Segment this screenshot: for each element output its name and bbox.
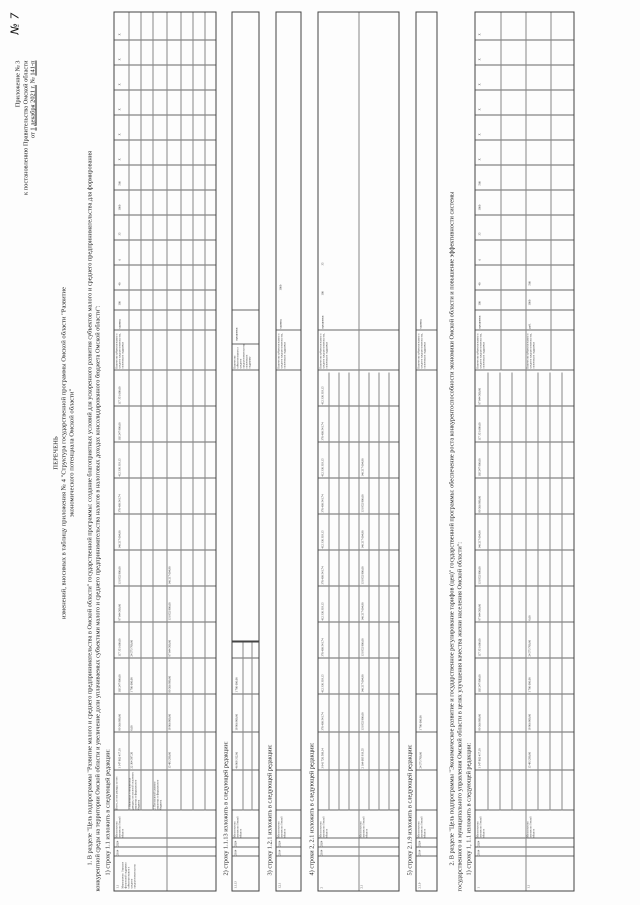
row-number: 1.1 bbox=[115, 884, 119, 888]
table-row-1-1-13-cont: Количество субъектов малого и среднего предпринимательства, получивших поддержку процентов bbox=[231, 11, 259, 641]
section-2-item-1: 1) строку 1, 1.1 изложить в следующей редакции: bbox=[465, 742, 472, 875]
section-1-item-2: 2) строку 1.1.13 изложить в следующей редакции: bbox=[222, 740, 229, 875]
section-2-intro: 2. В разделе "Цель подпрограммы "Экономическое развитие и государственное регулирование тарифов (цен)" государственной программы: обеспечение роста конкурентоспособности экономики Омской области и повышение эффективности системы bbox=[448, 191, 455, 865]
decree-month-year: декабря 2021 г. bbox=[29, 84, 37, 126]
section-1-intro: 1. В разделе "Цель подпрограммы "Развитие малого и среднего предпринимательства в Омской области" государственной программы: создание благоприятных условий для ускоренного развития субъектов малого и среднего предпринимательства для формирования bbox=[86, 150, 93, 865]
executor: Министерство экономики Омской области bbox=[115, 816, 124, 837]
title-line-3: экономического потенциала Омской области" bbox=[67, 388, 75, 517]
indicator-name: Количество субъектов малого и среднего предпринимательства, получивших поддержку bbox=[115, 332, 124, 368]
document-title bbox=[52, 0, 76, 905]
table-row-1-1-13: 1.1.13 2014 2024 Министерство экономики Омской области 46 908 312,06 18 906 800,00 1 700 000,00 bbox=[231, 641, 259, 891]
title-line-1: ПЕРЕЧЕНЬ bbox=[52, 435, 59, 470]
title-line-2: изменений, вносимых в таблицу приложения № 4 "Структура государственной программы Омской области "Развитие bbox=[59, 286, 67, 619]
section-2-intro-cont: государственного и муниципального управления Омской области в целях улучшения качества жизни населения Омской области": bbox=[456, 541, 463, 891]
table-rows-2-2-1: 2 2.1 2014 2024 Министерство экономики Омской области Министерство экономики Омской области 3 941 720 508,14 376 409 541,74 412 330 318,15 376 409 541,74 412 330 318,15 376 409 541,74 412 330 318,15 376 409 541,74 412 330 318,15 376 409 541,74 412 330 318,15 2 164 085 919,55 131 852 800,00 146 217 004,90 131 852 800,00 146 217 004,90 131 852 800,00 146 217 004,90 131 852 800,00 146 217 004,90 Количество субъектов малого и среднего предпринимательства, получивших поддержку процентов 100 35 bbox=[317, 11, 399, 891]
handwritten-page-mark: № 7 bbox=[8, 12, 21, 34]
decree-day: 1 bbox=[29, 126, 37, 131]
table-row-1-2-1: 1.2.1 2014 2024 Министерство экономики Омской области Количество субъектов малого и среднего предпринимательства, получивших поддержку единиц 1000 bbox=[275, 11, 301, 891]
table-row-1-1: 1.1 Мероприятие: Оказание финансовой поддержки субъектам малого и среднего предпринимательства 2014 2024 Министерство экономики Омской области Всего, из них расходы за счет: 1. Налоговых и неналоговых доходов, поступлений нецелевого характера из федерального бюджета 2. Поступлений целевого характера из федерального бюджета 1 147 862 417,19 89 566 980,00 105 247 900,00 117 351 600,00 97 044 500,00 131 852 800,00 146 217 004,90 376 409 541,74 412 330 318,15 105 247 900,00 117 351 600,00 22 304 587,20 0,00 1 700 000,00 24 573 700,00 15 483 290,00 18 906 800,00 89 566 980,00 97 044 500,00 131 852 800,00 146 217 004,90 Количество субъектов малого и среднего предпринимательства, получивших поддержку единиц 100 40 6 35 1000 560 X X X X X X bbox=[113, 11, 216, 891]
appendix-decree: к постановлению Правительства Омской области bbox=[21, 60, 29, 195]
table-rows-1-1-1: 1 1.1 2014 2024 Министерство экономики Омской области Министерство экономики Омской области 1 147 862 417,19 89 566 980,00 105 247 900,00 117 351 600,00 97 044 500,00 131 852 800,00 146 217 004,90 89 566 980,00 105 247 900,00 117 351 600,00 97 044 500,00 15 483 290,00 18 906 800,00 1 700 000,00 24 573 700,00 0,00 Количество субъектов малого и среднего предпринимательства, получивших поддержку Количество субъектов малого и среднего предпринимательства, получивших поддержку процентов руб. 100 40 6 35 1000 560 X X X X X X 1000 560 bbox=[474, 11, 574, 891]
appendix-number: Приложение № 3 bbox=[14, 60, 21, 107]
section-1-item-4: 4) строки 2, 2.1 изложить в следующей редакции: bbox=[308, 741, 315, 875]
section-1-item-5: 5) строку 2.1.9 изложить в следующей редакции: bbox=[406, 743, 413, 875]
section-1-item-3: 3) строку 1.2.1 изложить в следующей редакции: bbox=[266, 743, 273, 875]
section-1-intro-cont: конкурентной среды на территории Омской области и увеличение доли уплачиваемых субъектами малого и среднего предпринимательства налогов в налоговых доходах консолидированного бюджета Омской области": bbox=[94, 304, 101, 891]
table-row-2-1-9: 2.1.9 2014 2024 Министерство экономики Омской области 24 573 700,00 1 700 000,00 Количество субъектов малого и среднего предпринимательства, получивших поддержку единиц bbox=[415, 11, 437, 891]
measure-description: Мероприятие: Оказание финансовой поддержки субъектам малого и среднего предпринимательства bbox=[121, 861, 136, 888]
appendix-header bbox=[14, 60, 37, 194]
section-1-item-1: 1) строку 1.1 изложить в следующей редакции: bbox=[104, 748, 111, 875]
decree-number: 141-п bbox=[29, 60, 37, 76]
appendix-date-line: от 1 декабря 2021 г. № 141-п bbox=[29, 60, 37, 138]
